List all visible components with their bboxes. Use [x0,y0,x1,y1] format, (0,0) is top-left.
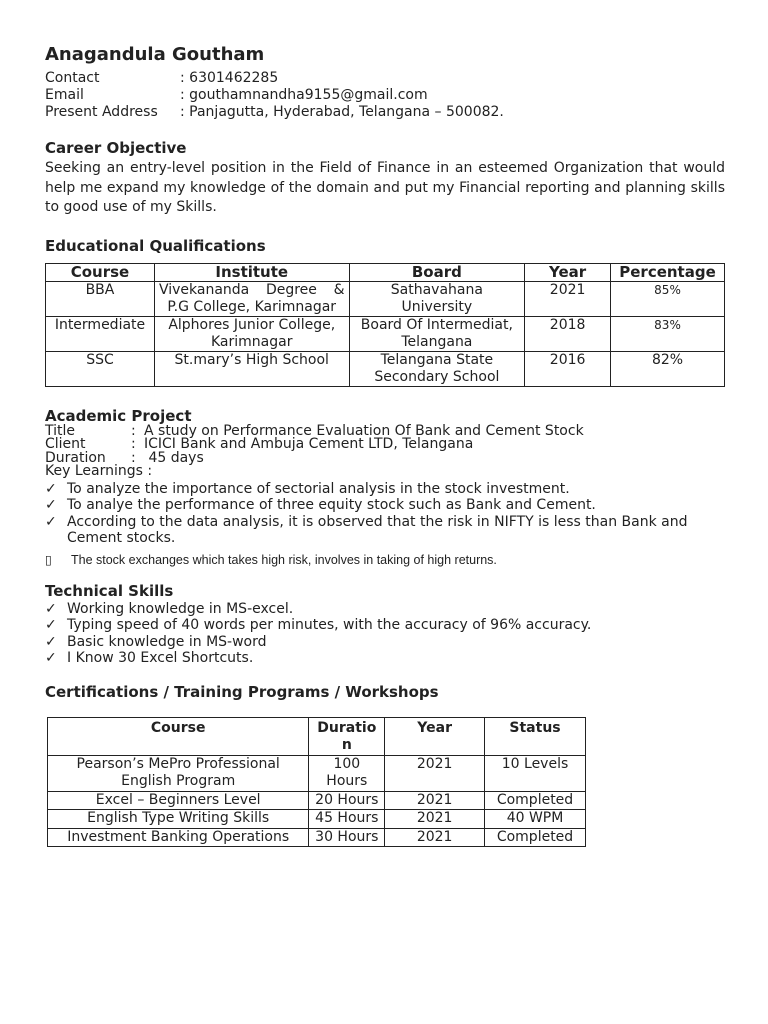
project-field-label: Duration [45,449,106,466]
table-cell: Completed [485,828,586,847]
table-cell: 2021 [385,791,485,810]
table-cell: 2018 [525,316,611,351]
table-row [48,828,586,847]
column-header: Board [349,263,525,281]
table-cell: BBA [46,281,155,316]
list-item [45,650,725,667]
project-field-value: 45 days [144,449,204,466]
column-header: Institute [154,263,349,281]
check-icon: ✓ [45,513,57,530]
contact-value: : gouthamnandha9155@gmail.com [180,87,428,103]
contact-label: Contact [45,70,100,86]
column-header: Course [46,263,155,281]
table-header-row [48,717,586,755]
list-item-text: The stock exchanges which takes high risk, involves in taking of high returns. [71,552,497,567]
table-cell: Intermediate [46,316,155,351]
table-cell: Excel – Beginners Level [48,791,309,810]
project-details [45,422,725,479]
project-field-separator: : [131,436,136,452]
check-icon: ✓ [45,650,57,666]
education-heading: Educational Qualifications [45,236,266,255]
contact-row-email [45,87,725,104]
list-item-text: Typing speed of 40 words per minutes, with the accuracy of 96% accuracy. [67,617,592,633]
skills-list [45,601,725,667]
table-cell: 45 Hours [309,810,385,829]
list-item-text: Basic knowledge in MS-word [67,633,267,650]
table-cell: Alphores Junior College, Karimnagar [154,316,349,351]
column-header: Course [48,717,309,755]
missing-glyph-icon: ▯ [45,551,52,567]
check-icon: ✓ [45,633,57,650]
list-item [45,481,725,498]
table-row [46,316,725,351]
table-cell: 2021 [385,810,485,829]
project-field-value: ICICI Bank and Ambuja Cement LTD, Telangana [144,436,474,452]
contact-row-address [45,104,725,121]
contact-label: Email [45,87,84,103]
check-icon: ✓ [45,600,57,617]
contact-value: : Panjagutta, Hyderabad, Telangana – 500082. [180,104,504,120]
table-row [48,791,586,810]
table-cell: 40 WPM [485,810,586,829]
table-cell: 2021 [525,281,611,316]
table-cell: 2021 [385,828,485,847]
table-header-row [46,263,725,281]
resume-page [45,44,725,847]
table-row [46,351,725,386]
table-row [48,810,586,829]
list-item [45,514,725,547]
contact-label: Present Address [45,104,158,120]
table-cell: Sathavahana University [349,281,525,316]
list-item-text: To analye the performance of three equity stock such as Bank and Cement. [67,497,596,513]
table-cell: Investment Banking Operations [48,828,309,847]
table-cell: Board Of Intermediat, Telangana [349,316,525,351]
list-item-text: To analyze the importance of sectorial analysis in the stock investment. [67,480,570,497]
column-header: Percentage [611,263,725,281]
list-item [45,497,725,514]
skills-heading: Technical Skills [45,581,174,600]
list-item-text: According to the data analysis, it is observed that the risk in NIFTY is less than Bank and Cement stocks. [67,513,688,546]
project-field-separator: : [131,422,136,439]
list-item [45,617,725,634]
check-icon: ✓ [45,480,57,497]
list-item-text: I Know 30 Excel Shortcuts. [67,650,254,666]
table-cell: 2021 [385,755,485,791]
table-cell: 20 Hours [309,791,385,810]
table-cell: 82% [611,351,725,386]
table-cell: SSC [46,351,155,386]
objective-text: Seeking an entry-level position in the Field of Finance in an esteemed Organization that would help me expand my knowledge of the domain and put my Financial reporting and planning skills to good use of my Skills. [45,160,725,215]
table-cell: 85% [611,281,725,316]
objective-heading: Career Objective [45,139,187,157]
list-item [45,634,725,651]
column-header: Duration [309,717,385,755]
table-cell: Completed [485,791,586,810]
table-row [46,281,725,316]
table-cell: 100 Hours [309,755,385,791]
check-icon: ✓ [45,617,57,633]
certifications-heading: Certifications / Training Programs / Workshops [45,682,439,701]
table-cell: 83% [611,316,725,351]
key-learnings-label: Key Learnings : [45,463,153,479]
contact-block [45,70,725,121]
certifications-table [47,717,586,848]
project-field-separator: : [131,449,136,466]
table-cell: St.mary’s High School [154,351,349,386]
table-cell: Telangana State Secondary School [349,351,525,386]
table-cell: 30 Hours [309,828,385,847]
list-item-text: Working knowledge in MS-excel. [67,600,294,617]
table-cell: Vivekananda Degree & P.G College, Karimnagar [154,281,349,316]
education-table [45,263,725,387]
check-icon: ✓ [45,497,57,513]
column-header: Year [385,717,485,755]
learnings-list [45,481,725,547]
table-cell: Pearson’s MePro Professional English Program [48,755,309,791]
list-item [45,601,725,618]
contact-value: : 6301462285 [180,70,279,86]
project-field-label: Title [45,422,76,439]
project-heading: Academic Project [45,406,192,425]
project-field-value: A study on Performance Evaluation Of Bank and Cement Stock [144,422,584,439]
special-list-item [45,552,725,568]
table-cell: 2016 [525,351,611,386]
contact-row-phone [45,70,725,87]
project-field-label: Client [45,436,86,452]
column-header: Status [485,717,586,755]
table-cell: English Type Writing Skills [48,810,309,829]
table-row [48,755,586,791]
table-cell: 10 Levels [485,755,586,791]
candidate-name: Anagandula Goutham [45,44,265,65]
column-header: Year [525,263,611,281]
